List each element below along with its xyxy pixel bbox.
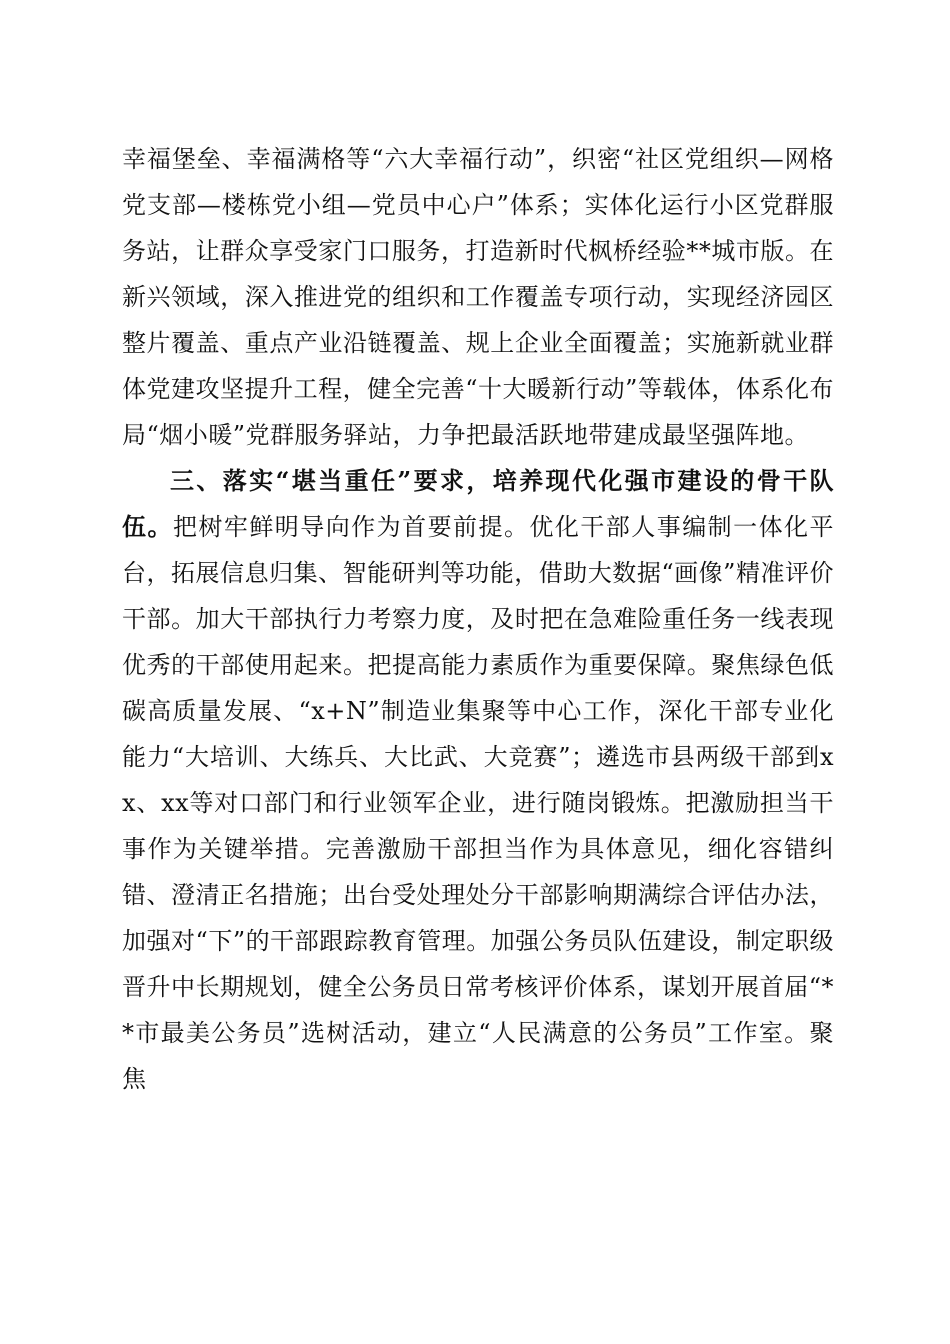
- section-heading: 三、落实“堪当重任”要求，培养现代化强市建设的骨干队伍。: [122, 466, 834, 541]
- document-body: [122, 136, 834, 1102]
- paragraph-continuation: 幸福堡垒、幸福满格等“六大幸福行动”，织密“社区党组织—网格党支部—楼栋党小组—党员中心户”体系；实体化运行小区党群服务站，让群众享受家门口服务，打造新时代枫桥经验**城市版。在新兴领域，深入推进党的组织和工作覆盖专项行动，实现经济园区整片覆盖、重点产业沿链覆盖、规上企业全面覆盖；实施新就业群体党建攻坚提升工程，健全完善“十大暖新行动”等载体，体系化布局“烟小暖”党群服务驿站，力争把最活跃地带建成最坚强阵地。: [122, 145, 834, 449]
- section-body: 把树牢鲜明导向作为首要前提。优化干部人事编制一体化平台，拓展信息归集、智能研判等功能，借助大数据“画像”精准评价干部。加大干部执行力考察力度，及时把在急难险重任务一线表现优秀的干部使用起来。把提高能力素质作为重要保障。聚焦绿色低碳高质量发展、“x+N”制造业集聚等中心工作，深化干部专业化能力“大培训、大练兵、大比武、大竞赛”；遴选市县两级干部到xx、xx等对口部门和行业领军企业，进行随岗锻炼。把激励担当干事作为关键举措。完善激励干部担当作为具体意见，细化容错纠错、澄清正名措施；出台受处理处分干部影响期满综合评估办法，加强对“下”的干部跟踪教育管理。加强公务员队伍建设，制定职级晋升中长期规划，健全公务员日常考核评价体系，谋划开展首届“**市最美公务员”选树活动，建立“人民满意的公务员”工作室。聚焦: [122, 513, 835, 1093]
- paragraph-section-three: [122, 458, 834, 1102]
